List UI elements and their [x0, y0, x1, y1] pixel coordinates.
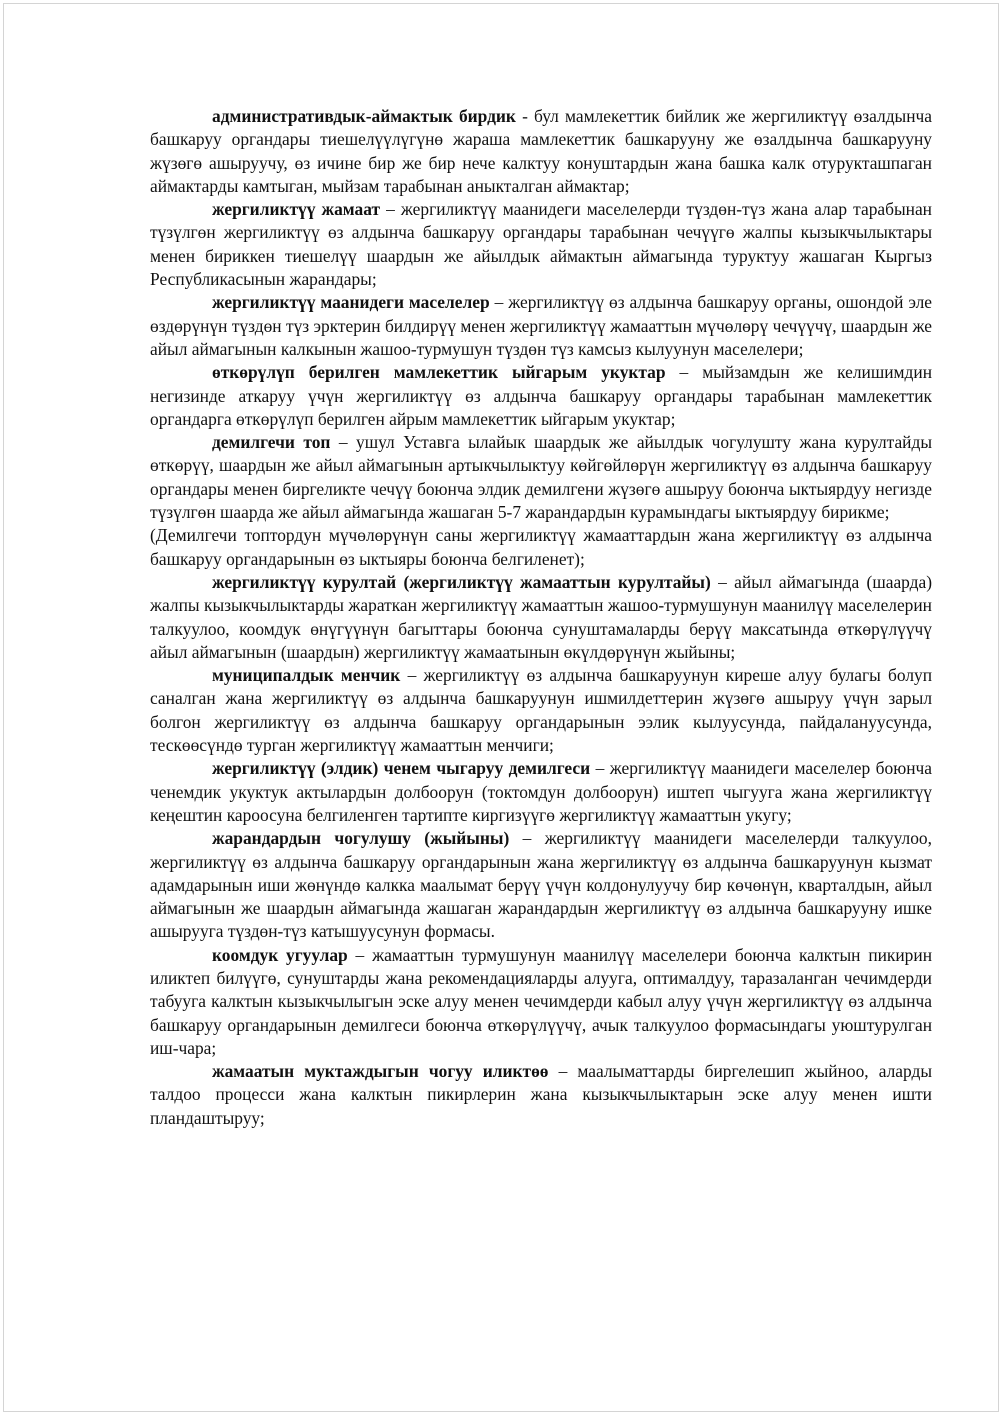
definition-text: – ушул Уставга ылайык шаардык же айылдык чогулушту жана курултайды өткөрүү, шаардын же айыл аймагынын артыкчылыктуу көйгөйлөрүн жергиликтүү өз алдынча башкаруу органдары менен биргеликте чечүү боюнча элдик демилгени жүзөгө ашыруу боюнча ыктыярдуу негизде түзүлгөн шаарда же айыл аймагында жашаган 5-7 жарандардын курамындагы ыктыярдуу бирикме; [150, 432, 932, 523]
definition-paragraph [150, 944, 932, 1060]
document-body [150, 105, 932, 1130]
definition-paragraph [150, 827, 932, 943]
definition-paragraph [150, 198, 932, 291]
definition-term: жамаатын муктаждыгын чогуу иликтөө [212, 1061, 549, 1082]
document-page [3, 3, 999, 1412]
definition-text: – жергиликтүү маанидеги маселелерди талкуулоо, жергиликтүү өз алдынча башкаруу органдарынын жана жергиликтүү өз алдынча башкаруунун кызмат адамдарынын иши жөнүндө калкка маалымат берүү үчүн колдонулуучу бир көчөнүн, кварталдын, айыл аймагынын же шаардын аймагында жашаган жарандардын жергиликтүү өз алдынча башкарууну ишке ашырууга түздөн-түз катышуусунун формасы. [150, 828, 932, 942]
definition-paragraph [150, 664, 932, 757]
definition-term: муниципалдык менчик [212, 665, 401, 686]
definition-text: – жергиликтүү маанидеги маселелер боюнча ченемдик укуктук актылардын долбоорун (токтомдун долбоорун) иштеп чыгууга жана жергиликтүү кеңештин кароосуна белгиленген тартипте киргизүүгө жергиликтүү жамааттын укугу; [150, 758, 932, 825]
definition-text: – жергиликтүү маанидеги маселелерди түздөн-түз жана алар тарабынан түзүлгөн жергиликтүү өз алдынча башкаруу органдары тарабынан чечүүгө жалпы кызыкчылыктары менен бириккен тиешелүү шаардын же айылдык аймактын аймагында туруктуу жашаган Кыргыз Республикасынын жарандары; [150, 199, 932, 290]
definition-paragraph [150, 571, 932, 664]
definition-paragraph [150, 431, 932, 524]
definition-term: жергиликтүү (элдик) ченем чыгаруу демилгеси [212, 758, 591, 779]
definition-paragraph [150, 291, 932, 361]
definition-term: жарандардын чогулушу (жыйыны) [212, 828, 510, 849]
definition-paragraph [150, 361, 932, 431]
definition-text: – мыйзамдын же келишимдин негизинде аткаруу үчүн жергиликтүү өз алдынча башкаруу органдары тарабынан мамлекеттик органдарга өткөрүлүп берилген айрым мамлекеттик ыйгарым укуктар; [150, 362, 932, 429]
definition-term: жергиликтүү маанидеги маселелер [212, 292, 490, 313]
definition-term: жергиликтүү жамаат [212, 199, 381, 220]
definition-term: жергиликтүү курултай (жергиликтүү жамааттын курултайы) [212, 571, 711, 592]
definition-text: – айыл аймагында (шаарда) жалпы кызыкчылыктарды жараткан жергиликтүү жамааттын жашоо-турмушунун маанилүү маселелерин талкуулоо, коомдук өнүгүүнүн багыттары боюнча сунуштамаларды берүү максатында өткөрүлүүчү айыл аймагынын (шаардын) жергиликтүү жамаатынын өкүлдөрүнүн жыйыны; [150, 571, 932, 662]
definition-paragraph [150, 757, 932, 827]
definition-term: өткөрүлүп берилген мамлекеттик ыйгарым укуктар [212, 362, 666, 383]
definition-text: – жергиликтүү өз алдынча башкаруунун киреше алуу булагы болуп саналган жана жергиликтүү өз алдынча башкаруунун ишмилдеттерин жүзөгө ашыруу үчүн зарыл болгон жергиликтүү өз алдынча башкаруу органдарынын ээлик кылуусунда, пайдалануусунда, тескөөсүндө турган жергиликтүү жамааттын менчиги; [150, 665, 933, 756]
definition-text: – маалыматтарды биргелешип жыйноо, аларды талдоо процесси жана калктын пикирлерин жана кызыкчылыктарын эске алуу менен ишти пландаштыруу; [150, 1061, 933, 1128]
note-paragraph: (Демилгечи топтордун мүчөлөрүнүн саны жергиликтүү жамааттардын жана жергиликтүү өз алдынча башкаруу органдарынын өз ыктыяры боюнча белгиленет); [150, 525, 932, 569]
definition-term: административдык-аймактык бирдик [212, 106, 516, 126]
definition-term: демилгечи топ [212, 432, 331, 453]
definition-text: – жергиликтүү өз алдынча башкаруу органы, ошондой эле өздөрүнүн түздөн түз эрктерин билдирүү менен жергиликтүү жамааттын мүчөлөрү чечүүчү, шаардын же айыл аймагынын калкынын жашоо-турмушун түздөн түз камсыз кылуунун маселелери; [150, 292, 932, 359]
definition-term: коомдук угуулар [212, 944, 348, 965]
definition-text: - бул мамлекеттик бийлик же жергиликтүү өзалдынча башкаруу органдары тиешелүүлүгүнө жараша мамлекеттик башкарууну же өзалдынча башкарууну жүзөгө ашыруучу, өз ичине бир же бир нече калктуу конуштардын жана башка калк отурукташпаган аймактарды камтыган, мыйзам тарабынан аныкталган аймактар; [150, 106, 932, 196]
definition-paragraph [150, 105, 932, 198]
definition-paragraph [150, 1060, 932, 1130]
definition-text: – жамааттын турмушунун маанилүү маселелери боюнча калктын пикирин иликтеп билүүгө, сунуштарды жана рекомендацияларды алууга, оптималдуу, таразаланган чечимдерди табууга калктын кызыкчылыгын эске алуу менен чечимдерди кабыл алуу үчүн жергиликтүү өз алдынча башкаруу органдарынын демилгеси боюнча өткөрүлүүчү, ачык талкуулоо формасындагы уюштурулган иш-чара; [150, 944, 932, 1058]
